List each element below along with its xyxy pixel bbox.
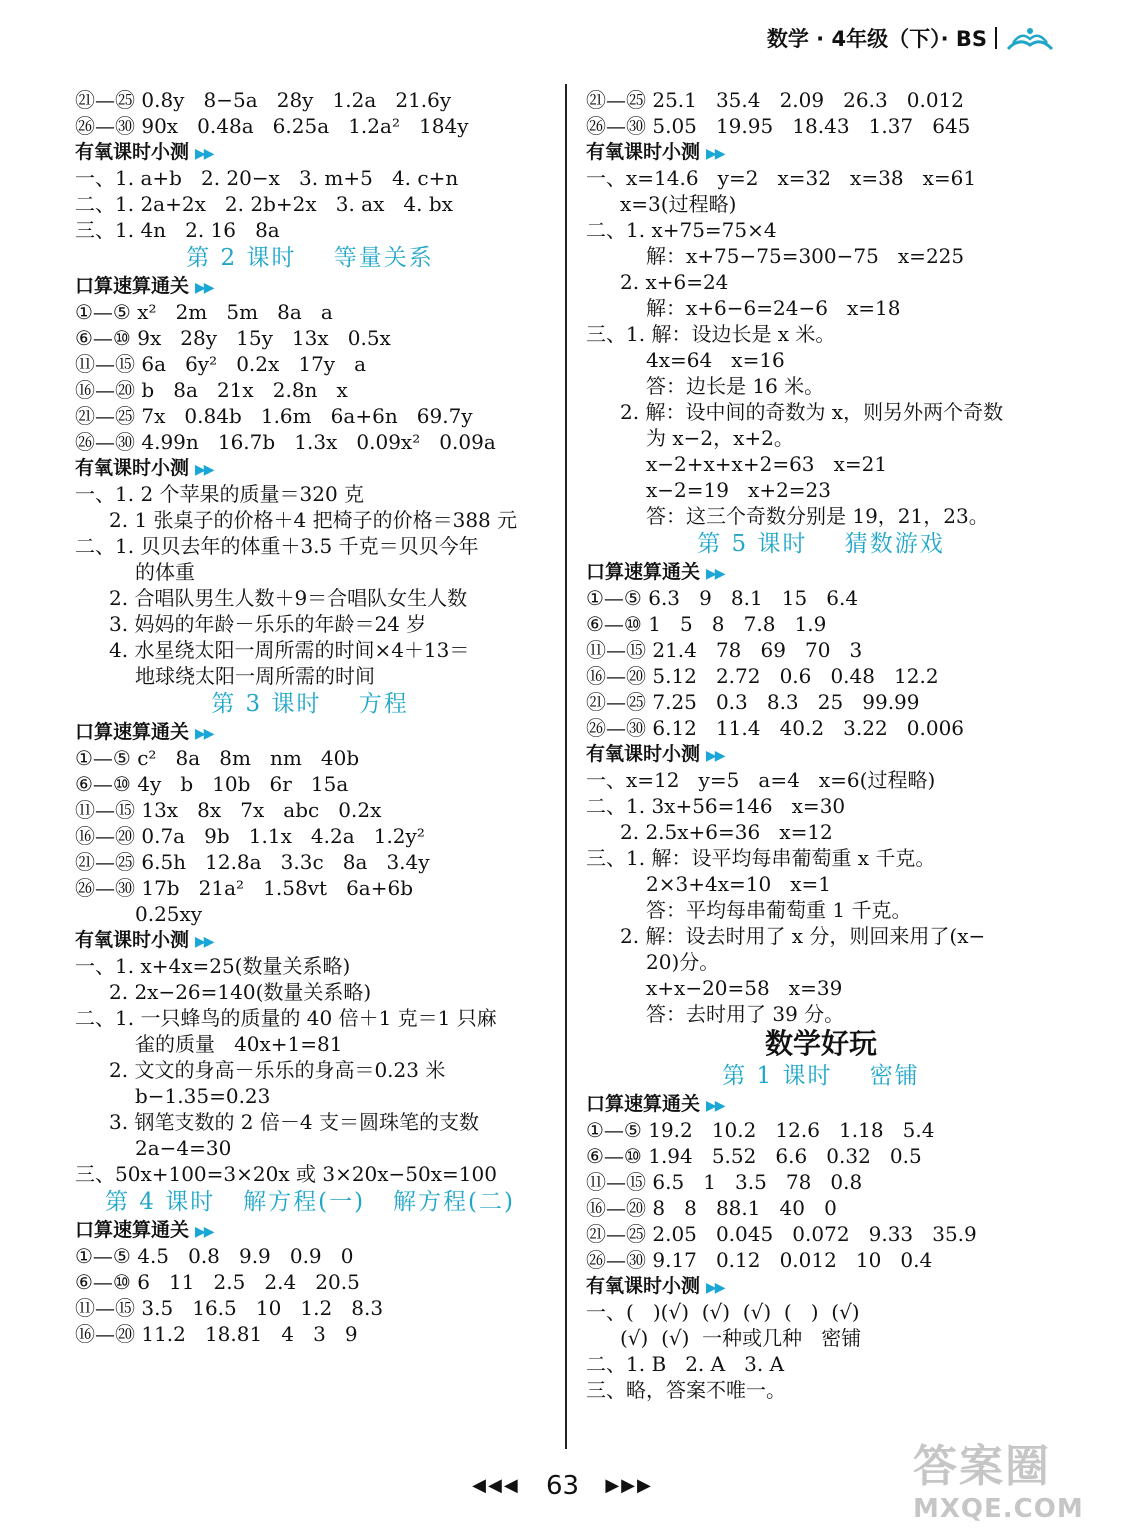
page-number: 63 (545, 1470, 580, 1501)
answer-line: x=3(过程略) (620, 192, 737, 216)
answer-line: ①—⑤ 19.2 10.2 12.6 1.18 5.4 (586, 1118, 935, 1142)
answer-line: 2. 解：设去时用了 x 分，则回来用了(x− (620, 924, 986, 948)
answer-line: ㉖—㉚ 5.05 19.95 18.43 1.37 645 (586, 114, 971, 138)
double-chevron-icon: ▶▶ (195, 726, 213, 742)
book-icon (1005, 23, 1055, 53)
answer-line: 三、1. 4n 2. 16 8a (75, 218, 280, 242)
answer-line: ⑥—⑩ 9x 28y 15y 13x 0.5x (75, 326, 391, 350)
answer-line: 4x=64 x=16 (646, 348, 785, 372)
lesson-title: 第 3 课时 方程 (211, 691, 409, 717)
answer-line: 答：去时用了 39 分。 (646, 1002, 845, 1026)
answer-line: 二、1. x+75=75×4 (586, 218, 777, 242)
answer-line: ①—⑤ x² 2m 5m 8a a (75, 300, 333, 324)
answer-line: 一、x=14.6 y=2 x=32 x=38 x=61 (586, 166, 977, 190)
answer-line: 解：x+6−6=24−6 x=18 (646, 296, 901, 320)
answer-line: 一、x=12 y=5 a=4 x=6(过程略) (586, 768, 936, 792)
answer-line: 雀的质量 40x+1=81 (135, 1032, 343, 1056)
left-column (75, 87, 545, 1347)
answer-line: 2×3+4x=10 x=1 (646, 872, 832, 896)
answer-line: 2. 2.5x+6=36 x=12 (620, 820, 833, 844)
answer-line: ⑯—⑳ b 8a 21x 2.8n x (75, 378, 348, 402)
page-header (767, 18, 1055, 58)
subsection-heading: 口算速算通关 ▶▶ (75, 721, 213, 743)
watermark-text: 答案圈 (913, 1441, 1051, 1492)
answer-line: 0.25xy (135, 902, 203, 926)
answer-line: ⑥—⑩ 1.94 5.52 6.6 0.32 0.5 (586, 1144, 922, 1168)
answer-line: 2. 解：设中间的奇数为 x，则另外两个奇数 (620, 400, 1004, 424)
answer-line: 2. 1 张桌子的价格＋4 把椅子的价格＝388 元 (109, 508, 518, 532)
answer-line: ⑯—⑳ 11.2 18.81 4 3 9 (75, 1322, 358, 1346)
answer-line: ⑯—⑳ 8 8 88.1 40 0 (586, 1196, 837, 1220)
answer-line: 答：平均每串葡萄重 1 千克。 (646, 898, 912, 922)
answer-line: 三、1. 解：设边长是 x 米。 (586, 322, 836, 346)
answer-line: ①—⑤ 6.3 9 8.1 15 6.4 (586, 586, 859, 610)
answer-line: ㉑—㉕ 2.05 0.045 0.072 9.33 35.9 (586, 1222, 977, 1246)
answer-line: 二、1. 贝贝去年的体重＋3.5 千克＝贝贝今年 (75, 534, 479, 558)
prev-page-arrows[interactable]: ◀◀◀ (472, 1475, 520, 1496)
double-chevron-icon: ▶▶ (195, 1224, 213, 1240)
answer-line: 4. 水星绕太阳一周所需的时间×4＋13＝ (109, 638, 470, 662)
answer-line: 的体重 (135, 560, 195, 584)
right-column (586, 87, 1056, 1403)
answer-line: x+x−20=58 x=39 (646, 976, 843, 1000)
answer-line: ⑪—⑮ 21.4 78 69 70 3 (586, 638, 863, 662)
answer-line: 二、1. B 2. A 3. A (586, 1352, 785, 1376)
answer-line: (√) (√) 一种或几种 密铺 (620, 1326, 862, 1350)
double-chevron-icon: ▶▶ (706, 748, 724, 764)
answer-line: b−1.35=0.23 (135, 1084, 271, 1108)
answer-line: x−2=19 x+2=23 (646, 478, 832, 502)
header-title: 数学 · 4年级（下）· BS (766, 27, 987, 51)
double-chevron-icon: ▶▶ (195, 280, 213, 296)
answer-line: 一、1. 2 个苹果的质量＝320 克 (75, 482, 365, 506)
double-chevron-icon: ▶▶ (195, 462, 213, 478)
answer-line: 2. 2x−26=140(数量关系略) (109, 980, 372, 1004)
double-chevron-icon: ▶▶ (706, 1280, 724, 1296)
answer-line: ⑪—⑮ 13x 8x 7x abc 0.2x (75, 798, 382, 822)
answer-line: ⑥—⑩ 1 5 8 7.8 1.9 (586, 612, 827, 636)
answer-line: ㉖—㉚ 90x 0.48a 6.25a 1.2a² 184y (75, 114, 469, 138)
answer-line: ⑥—⑩ 6 11 2.5 2.4 20.5 (75, 1270, 360, 1294)
answer-line: ⑪—⑮ 6.5 1 3.5 78 0.8 (586, 1170, 863, 1194)
lesson-title: 第 4 课时 解方程(一) 解方程(二) (104, 1189, 515, 1215)
answer-line: 三、略，答案不唯一。 (586, 1378, 786, 1402)
answer-line: ㉖—㉚ 17b 21a² 1.58vt 6a+6b (75, 876, 414, 900)
answer-line: ㉑—㉕ 7.25 0.3 8.3 25 99.99 (586, 690, 920, 714)
answer-line: ⑪—⑮ 6a 6y² 0.2x 17y a (75, 352, 367, 376)
answer-line: ⑪—⑮ 3.5 16.5 10 1.2 8.3 (75, 1296, 384, 1320)
answer-line: 2. 文文的身高－乐乐的身高＝0.23 米 (109, 1058, 446, 1082)
answer-line: 地球绕太阳一周所需的时间 (135, 664, 375, 688)
lesson-title: 第 5 课时 猜数游戏 (697, 531, 945, 557)
answer-line: 2a−4=30 (135, 1136, 232, 1160)
answer-line: 为 x−2，x+2。 (646, 426, 794, 450)
answer-line: 一、1. a+b 2. 20−x 3. m+5 4. c+n (75, 166, 459, 190)
subsection-heading: 口算速算通关 ▶▶ (586, 1093, 724, 1115)
subsection-heading: 有氧课时小测 ▶▶ (586, 743, 724, 765)
lesson-title: 第 2 课时 等量关系 (186, 245, 434, 271)
subsection-heading: 口算速算通关 ▶▶ (586, 561, 724, 583)
answer-line: ⑯—⑳ 5.12 2.72 0.6 0.48 12.2 (586, 664, 939, 688)
answer-line: 二、1. 3x+56=146 x=30 (586, 794, 846, 818)
answer-line: ⑯—⑳ 0.7a 9b 1.1x 4.2a 1.2y² (75, 824, 425, 848)
answer-line: ㉑—㉕ 0.8y 8−5a 28y 1.2a 21.6y (75, 88, 452, 112)
double-chevron-icon: ▶▶ (706, 1098, 724, 1114)
column-divider (565, 84, 567, 1449)
answer-line: 2. x+6=24 (620, 270, 729, 294)
watermark-logo (913, 1430, 1113, 1530)
answer-line: ㉖—㉚ 9.17 0.12 0.012 10 0.4 (586, 1248, 933, 1272)
subsection-heading: 口算速算通关 ▶▶ (75, 1219, 213, 1241)
answer-line: 2. 合唱队男生人数＋9＝合唱队女生人数 (109, 586, 468, 610)
subsection-heading: 有氧课时小测 ▶▶ (586, 1275, 724, 1297)
answer-line: 一、1. x+4x=25(数量关系略) (75, 954, 351, 978)
subsection-heading: 口算速算通关 ▶▶ (75, 275, 213, 297)
answer-line: x−2+x+x+2=63 x=21 (646, 452, 888, 476)
double-chevron-icon: ▶▶ (195, 934, 213, 950)
lesson-title: 第 1 课时 密铺 (722, 1063, 920, 1089)
answer-line: 答：边长是 16 米。 (646, 374, 825, 398)
answer-line: ①—⑤ 4.5 0.8 9.9 0.9 0 (75, 1244, 354, 1268)
answer-line: ①—⑤ c² 8a 8m nm 40b (75, 746, 360, 770)
answer-line: ㉖—㉚ 6.12 11.4 40.2 3.22 0.006 (586, 716, 965, 740)
answer-line: ㉑—㉕ 6.5h 12.8a 3.3c 8a 3.4y (75, 850, 430, 874)
watermark-url: MXQE.COM (913, 1494, 1084, 1524)
answer-line: 20)分。 (646, 950, 720, 974)
header-divider (995, 27, 997, 49)
answer-line: 答：这三个奇数分别是 19，21，23。 (646, 504, 989, 528)
answer-line: 三、1. 解：设平均每串葡萄重 x 千克。 (586, 846, 936, 870)
answer-line: 三、50x+100=3×20x 或 3×20x−50x=100 (75, 1162, 497, 1186)
answer-line: 3. 妈妈的年龄－乐乐的年龄＝24 岁 (109, 612, 427, 636)
subsection-heading: 有氧课时小测 ▶▶ (75, 457, 213, 479)
next-page-arrows[interactable]: ▶▶▶ (605, 1475, 653, 1496)
answer-line: 二、1. 一只蜂鸟的质量的 40 倍＋1 克＝1 只麻 (75, 1006, 497, 1030)
answer-line: 3. 钢笔支数的 2 倍－4 支＝圆珠笔的支数 (109, 1110, 479, 1134)
double-chevron-icon: ▶▶ (195, 146, 213, 162)
section-title: 数学好玩 (764, 1027, 877, 1060)
answer-line: 一、( )(√) (√) (√) ( ) (√) (586, 1300, 860, 1324)
subsection-heading: 有氧课时小测 ▶▶ (75, 141, 213, 163)
answer-line: ㉑—㉕ 25.1 35.4 2.09 26.3 0.012 (586, 88, 965, 112)
answer-line: 二、1. 2a+2x 2. 2b+2x 3. ax 4. bx (75, 192, 453, 216)
answer-line: ⑥—⑩ 4y b 10b 6r 15a (75, 772, 349, 796)
subsection-heading: 有氧课时小测 ▶▶ (586, 141, 724, 163)
answer-line: 解：x+75−75=300−75 x=225 (646, 244, 965, 268)
subsection-heading: 有氧课时小测 ▶▶ (75, 929, 213, 951)
answer-line: ㉖—㉚ 4.99n 16.7b 1.3x 0.09x² 0.09a (75, 430, 496, 454)
answer-line: ㉑—㉕ 7x 0.84b 1.6m 6a+6n 69.7y (75, 404, 473, 428)
double-chevron-icon: ▶▶ (706, 146, 724, 162)
double-chevron-icon: ▶▶ (706, 566, 724, 582)
